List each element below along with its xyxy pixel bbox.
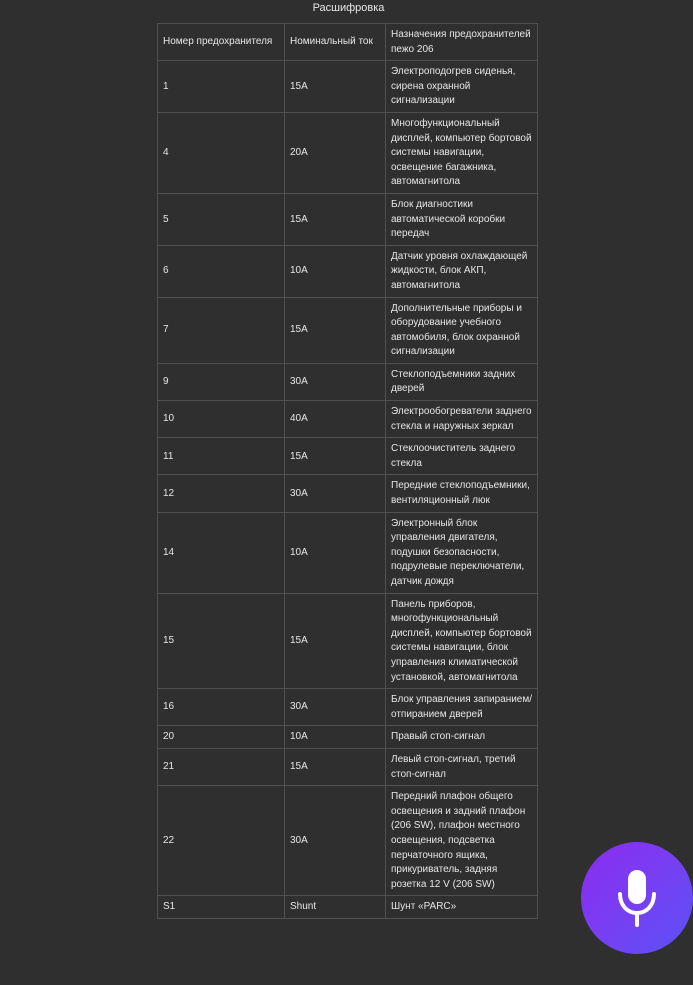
table-row: [158, 689, 538, 726]
rated-current-cell: 15A: [285, 438, 386, 475]
fuse-number-cell: 5: [158, 193, 285, 245]
fuse-number-cell: 10: [158, 401, 285, 438]
table-row: [158, 475, 538, 512]
rated-current-cell: Shunt: [285, 896, 386, 919]
table-header-row: [158, 24, 538, 61]
fuse-number-cell: 7: [158, 297, 285, 363]
fuse-number-cell: 12: [158, 475, 285, 512]
rated-current-cell: 10A: [285, 726, 386, 749]
fuse-number-cell: 1: [158, 61, 285, 113]
fuse-number-cell: 4: [158, 112, 285, 193]
fuse-number-cell: 6: [158, 245, 285, 297]
fuse-purpose-cell: Передний плафон общего освещения и задний плафон (206 SW), плафон местного освещения, подсветка перчаточного ящика, прикуриватель, задняя розетка 12 V (206 SW): [386, 786, 538, 896]
table-row: [158, 593, 538, 689]
table-row: [158, 401, 538, 438]
rated-current-cell: 30A: [285, 475, 386, 512]
fuse-number-cell: 22: [158, 786, 285, 896]
fuse-purpose-cell: Электроподогрев сиденья, сирена охранной сигнализации: [386, 61, 538, 113]
fuse-purpose-cell: Правый стоп-сигнал: [386, 726, 538, 749]
fuse-number-cell: 14: [158, 512, 285, 593]
fuse-purpose-cell: Передние стеклоподъемники, вентиляционный люк: [386, 475, 538, 512]
table-row: [158, 193, 538, 245]
table-row: [158, 786, 538, 896]
header-rated-current: Номинальный ток: [285, 24, 386, 61]
table-row: [158, 363, 538, 400]
fuse-purpose-cell: Электрообогреватели заднего стекла и наружных зеркал: [386, 401, 538, 438]
table-row: [158, 896, 538, 919]
table-row: [158, 512, 538, 593]
fuse-purpose-cell: Стеклоочиститель заднего стекла: [386, 438, 538, 475]
table-row: [158, 438, 538, 475]
table-row: [158, 112, 538, 193]
rated-current-cell: 15A: [285, 193, 386, 245]
header-fuse-purpose: Назначения предохранителей пежо 206: [386, 24, 538, 61]
table-row: [158, 748, 538, 785]
fuse-number-cell: 16: [158, 689, 285, 726]
fuse-purpose-cell: Электронный блок управления двигателя, подушки безопасности, подрулевые переключатели, датчик дождя: [386, 512, 538, 593]
rated-current-cell: 30A: [285, 363, 386, 400]
fuse-number-cell: 9: [158, 363, 285, 400]
voice-search-button[interactable]: [581, 842, 693, 954]
table-row: [158, 297, 538, 363]
fuse-purpose-cell: Стеклоподъемники задних дверей: [386, 363, 538, 400]
fuse-purpose-cell: Шунт «PARC»: [386, 896, 538, 919]
rated-current-cell: 20A: [285, 112, 386, 193]
rated-current-cell: 30A: [285, 786, 386, 896]
fuse-purpose-cell: Многофункциональный дисплей, компьютер бортовой системы навигации, освещение багажника, автомагнитола: [386, 112, 538, 193]
fuse-purpose-cell: Дополнительные приборы и оборудование учебного автомобиля, блок охранной сигнализации: [386, 297, 538, 363]
rated-current-cell: 40A: [285, 401, 386, 438]
microphone-icon: [613, 867, 661, 929]
rated-current-cell: 10A: [285, 245, 386, 297]
fuse-number-cell: 15: [158, 593, 285, 689]
rated-current-cell: 15A: [285, 748, 386, 785]
table-body: [158, 61, 538, 919]
fuse-number-cell: S1: [158, 896, 285, 919]
fuse-purpose-cell: Блок управления запиранием/отпиранием дверей: [386, 689, 538, 726]
fuse-purpose-cell: Левый стоп-сигнал, третий стоп-сигнал: [386, 748, 538, 785]
table-caption: Расшифровка: [312, 2, 385, 14]
fuse-purpose-cell: Датчик уровня охлаждающей жидкости, блок АКП, автомагнитола: [386, 245, 538, 297]
fuse-purpose-cell: Блок диагностики автоматической коробки передач: [386, 193, 538, 245]
fuse-number-cell: 20: [158, 726, 285, 749]
fuse-number-cell: 11: [158, 438, 285, 475]
table-row: [158, 726, 538, 749]
rated-current-cell: 15A: [285, 297, 386, 363]
rated-current-cell: 10A: [285, 512, 386, 593]
rated-current-cell: 15A: [285, 61, 386, 113]
rated-current-cell: 15A: [285, 593, 386, 689]
table-row: [158, 245, 538, 297]
table-row: [158, 61, 538, 113]
fuse-table: [157, 23, 538, 919]
fuse-number-cell: 21: [158, 748, 285, 785]
header-fuse-number: Номер предохранителя: [158, 24, 285, 61]
fuse-purpose-cell: Панель приборов, многофункциональный дисплей, компьютер бортовой системы навигации, блок управления климатической установкой, автомагнитола: [386, 593, 538, 689]
rated-current-cell: 30A: [285, 689, 386, 726]
